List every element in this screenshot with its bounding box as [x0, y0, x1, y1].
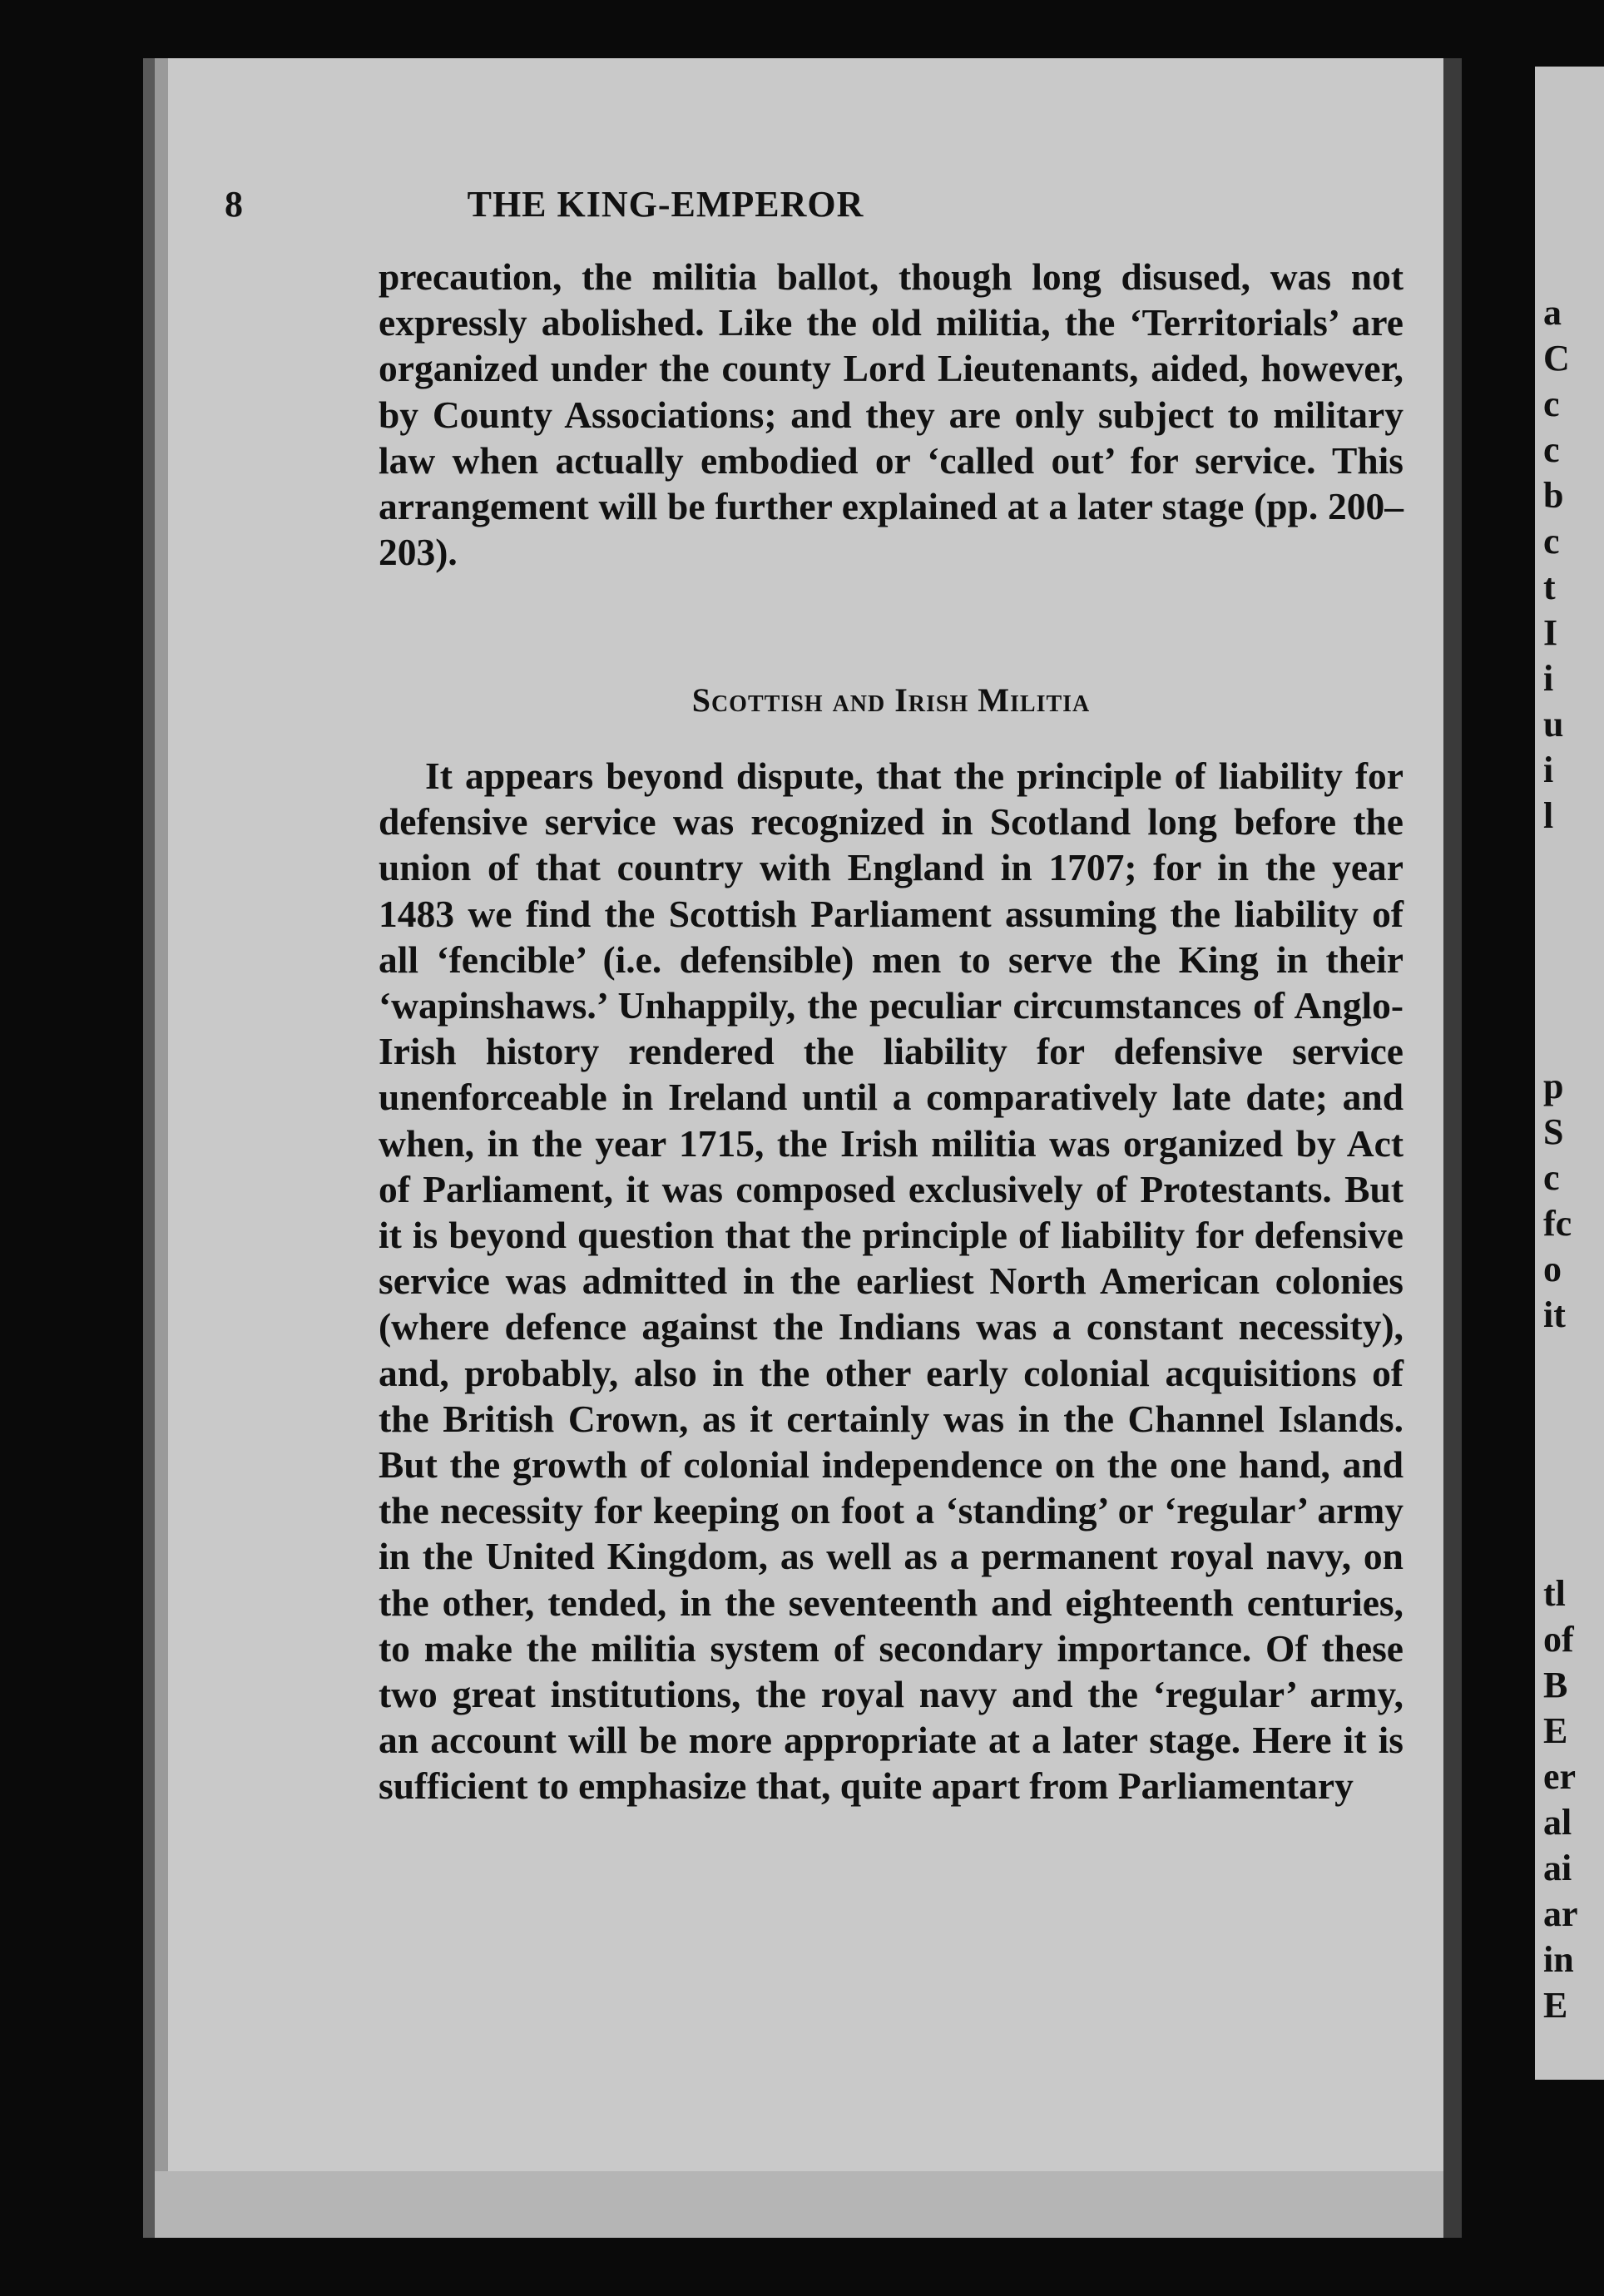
adjacent-fragment: of — [1543, 1619, 1574, 1660]
adjacent-fragment: I — [1543, 612, 1558, 653]
adjacent-fragment: fc — [1543, 1203, 1572, 1244]
page-number: 8 — [225, 184, 243, 225]
adjacent-fragment: al — [1543, 1802, 1572, 1843]
page-bottom-edge — [155, 2171, 1443, 2238]
adjacent-fragment: c — [1543, 383, 1560, 424]
adjacent-fragment: E — [1543, 1985, 1568, 2026]
adjacent-fragment: er — [1543, 1756, 1577, 1797]
adjacent-fragment: C — [1543, 338, 1570, 379]
adjacent-fragment: o — [1543, 1249, 1562, 1289]
adjacent-fragment: c — [1543, 521, 1560, 562]
adjacent-fragment: S — [1543, 1111, 1564, 1152]
adjacent-fragment: in — [1543, 1939, 1574, 1980]
adjacent-fragment: it — [1543, 1294, 1566, 1335]
adjacent-fragment: ai — [1543, 1848, 1572, 1888]
adjacent-fragment: a — [1543, 292, 1562, 333]
running-title: THE KING-EMPEROR — [467, 184, 864, 225]
adjacent-fragment: b — [1543, 475, 1564, 516]
adjacent-fragment: p — [1543, 1066, 1564, 1106]
adjacent-fragment: E — [1543, 1710, 1568, 1751]
adjacent-fragment: c — [1543, 429, 1560, 470]
adjacent-fragment: u — [1543, 704, 1564, 745]
running-header — [225, 183, 1106, 241]
adjacent-fragment: i — [1543, 658, 1554, 699]
adjacent-fragment: tl — [1543, 1573, 1566, 1614]
paragraph-2: It appears beyond dispute, that the principle of liability for defensive service was recognized in Scotland long before the union of that country with England in 1707; for in the year 1483 we find the Scottish Parliament assuming the liability of all ‘fencible’ (i.e. defensible) men to serve the King in their ‘wapinshaws.’ Unhappily, the peculiar circumstances of Anglo-Irish history rendered the liability for defensive service unenforceable in Ireland until a comparatively late date; and when, in the year 1715, the Irish militia was organized by Act of Parliament, it was composed exclusively of Protestants. But it is beyond question that the principle of liability for defensive service was admitted in the earliest North American colonies (where defence against the Indians was a constant necessity), and, probably, also in the other early colonial acquisitions of the British Crown, as it certainly was in the Channel Islands. But the growth of colonial independence on the one hand, and the necessity for keeping on foot a ‘standing’ or ‘regular’ army in the United Kingdom, as well as a permanent royal navy, on the other, tended, in the seventeenth and eighteenth centuries, to make the militia system of secondary importance. Of these two great institutions, the royal navy and the ‘regular’ army, an account will be more appropriate at a later stage. Here it is sufficient to emphasize that, quite apart from Parliamentary — [379, 755, 1404, 1808]
adjacent-page-edge — [1535, 67, 1604, 2080]
adjacent-fragment: l — [1543, 795, 1554, 836]
section-heading: Scottish and Irish Militia — [691, 681, 1091, 719]
adjacent-fragment: c — [1543, 1157, 1560, 1198]
adjacent-fragment: i — [1543, 750, 1554, 790]
adjacent-fragment: ar — [1543, 1893, 1578, 1934]
paragraph-1: precaution, the militia ballot, though long disused, was not expressly abolished. Like the old militia, the ‘Territorials’ are organized under the county Lord Lieutenants, aided, however, by County Associations; and they are only subject to military law when actually embodied or ‘called out’ for service. This arrangement will be further explained at a later stage (pp. 200–203). — [379, 255, 1404, 574]
adjacent-fragment: B — [1543, 1665, 1568, 1705]
adjacent-fragment: t — [1543, 567, 1556, 607]
page-gutter-edge — [155, 58, 168, 2238]
